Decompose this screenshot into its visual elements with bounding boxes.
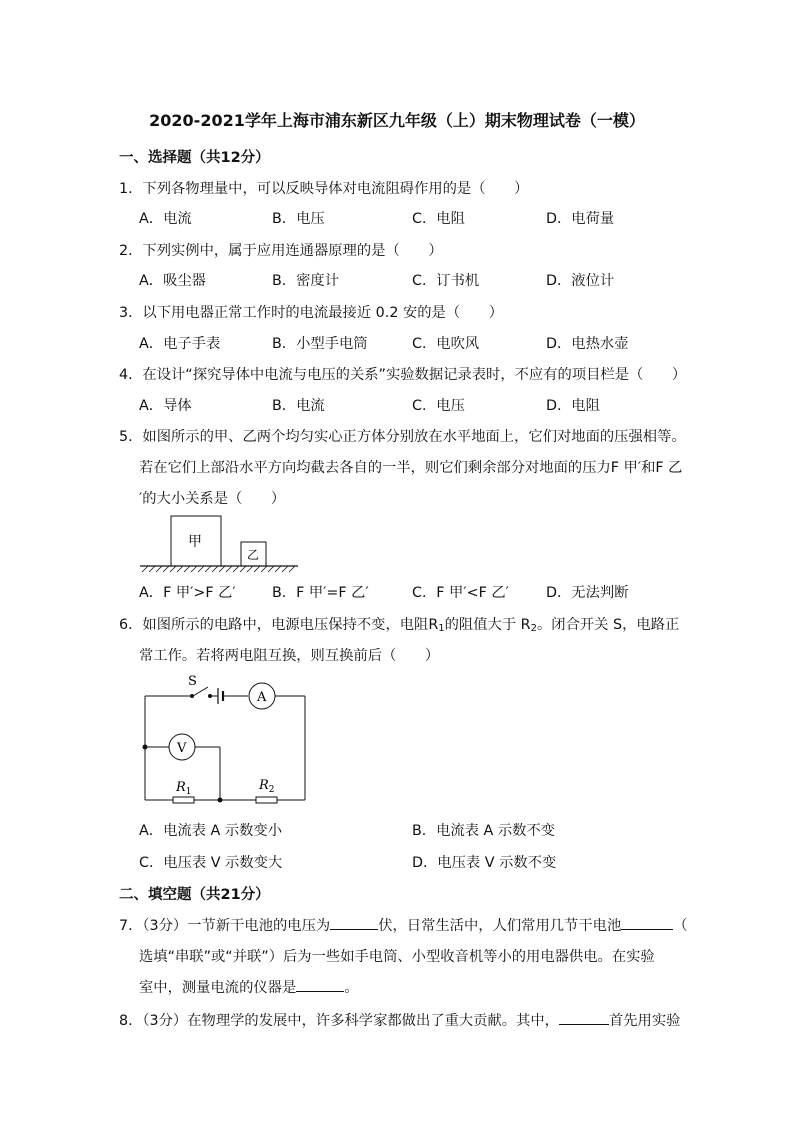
q5-option-d: D．无法判断 [546,585,629,601]
question-4-stem: 4．在设计“探究导体中电流与电压的关系”实验数据记录表时，不应有的项目栏是（ ） [119,367,687,383]
q1-option-a: A．电流 [139,211,192,227]
q3-option-b: B．小型手电筒 [272,336,368,352]
question-6-line-2: 常工作。若将两电阻互换，则互换前后（ ） [139,648,440,664]
label-voltmeter-v: V [177,741,187,756]
junction-left [143,745,148,750]
page-title: 2020-2021学年上海市浦东新区九年级（上）期末物理试卷（一模） [149,111,645,130]
label-yi: 乙 [247,548,260,562]
q8-part-1: 8．（3分）在物理学的发展中，许多科学家都做出了重大贡献。其中， [119,1013,559,1029]
q6-sub-r1: 1 [438,623,445,634]
section-heading-fill-in: 二、填空题（共21分） [119,887,270,903]
question-5-line-2: 若在它们上部沿水平方向均截去各自的一半，则它们剩余部分对地面的压力F 甲′和F 乙 [139,460,683,476]
q7-line3-b: 。 [344,980,359,996]
q1-option-c: C．电阻 [412,211,465,227]
q3-option-c: C．电吹风 [412,336,480,352]
q4-option-b: B．电流 [272,398,325,414]
q6-option-c: C．电压表 V 示数变大 [139,855,283,871]
label-r2: $R_2$ [259,778,275,795]
q6-line1-pre: 6．如图所示的电路中，电源电压保持不变，电阻R [119,617,439,633]
q8-part-2: 首先用实验 [608,1013,681,1029]
q5-option-c: C．F 甲′<F 乙′ [412,585,509,601]
q7-part-3: （ [673,918,688,934]
q6-circuit-diagram [138,672,318,806]
q7-blank-1 [330,917,378,930]
q7-blank-3 [296,979,344,992]
question-3-stem: 3．以下用电器正常工作时的电流最接近 0.2 安的是（ ） [119,305,504,321]
q4-option-d: D．电阻 [546,398,600,414]
q6-option-a: A．电流表 A 示数变小 [139,823,283,839]
label-r1: $R_1$ [176,780,192,797]
label-jia: 甲 [188,534,202,550]
q2-option-c: C．订书机 [412,273,480,289]
question-5-line-3: ′的大小关系是（ ） [139,491,286,507]
q6-option-d: D．电压表 V 示数不变 [412,855,557,871]
q4-option-a: A．导体 [139,398,192,414]
q7-part-2: 伏，日常生活中，人们常用几节干电池 [378,918,622,934]
q3-option-a: A．电子手表 [139,336,221,352]
question-1-stem: 1．下列各物理量中，可以反映导体对电流阻碍作用的是（ ） [119,181,529,197]
junction-bottom [218,798,223,803]
question-7-line-2: 选填“串联”或“并联”）后为一些如手电筒、小型收音机等小的用电器供电。在实验 [139,949,655,965]
q2-option-a: A．吸尘器 [139,273,206,289]
q7-line3-a: 室中，测量电流的仪器是 [139,980,297,996]
resistor-r1 [173,797,194,803]
section-heading-choice: 一、选择题（共12分） [119,150,270,166]
label-ammeter-a: A [257,690,267,705]
q6-option-b: B．电流表 A 示数不变 [412,823,556,839]
q5-option-a: A．F 甲′>F 乙′ [139,585,236,601]
q2-option-b: B．密度计 [272,273,339,289]
q4-option-c: C．电压 [412,398,465,414]
q1-option-d: D．电荷量 [546,211,615,227]
q6-sub-r2: 2 [530,623,537,634]
q2-option-d: D．液位计 [546,273,615,289]
ground-hatching [142,566,295,572]
question-6-line-1 [119,614,679,634]
q6-line1-mid: 的阻值大于 R [444,617,531,633]
q1-option-b: B．电压 [272,211,325,227]
question-8-line-1 [119,1010,680,1030]
q8-blank-1 [559,1012,609,1025]
q7-blank-2 [621,917,673,930]
q5-option-b: B．F 甲′=F 乙′ [272,585,369,601]
q6-line1-post: 。闭合开关 S，电路正 [536,617,680,633]
label-switch-s: S [188,674,197,689]
question-7-line-3 [139,977,359,997]
question-7-line-1 [119,915,688,935]
question-2-stem: 2．下列实例中，属于应用连通器原理的是（ ） [119,243,443,259]
q3-option-d: D．电热水壶 [546,336,629,352]
q5-figure-cubes [140,512,300,576]
resistor-r2 [256,797,277,803]
q7-part-1: 7．（3分）一节新干电池的电压为 [119,918,331,934]
question-5-line-1: 5．如图所示的甲、乙两个均匀实心正方体分别放在水平地面上，它们对地面的压强相等。 [119,429,686,445]
